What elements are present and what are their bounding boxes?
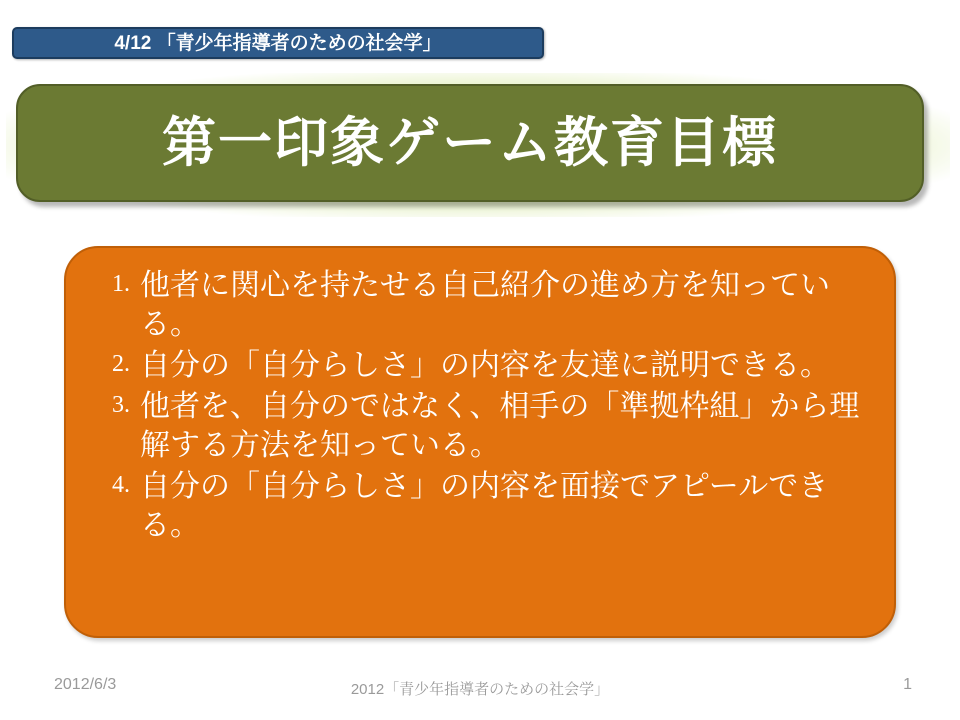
header-ribbon-label: 4/12 「青少年指導者のための社会学」 — [114, 32, 442, 54]
slide-body-box — [64, 246, 896, 638]
list-item: 他者に関心を持たせる自己紹介の進め方を知っている。 — [140, 269, 830, 341]
footer-page-number: 1 — [903, 676, 912, 693]
slide-title-box — [16, 84, 924, 202]
page-title: 第一印象ゲーム教育目標 — [162, 113, 778, 173]
footer-date: 2012/6/3 — [54, 676, 117, 693]
list-item: 他者を、自分のではなく、相手の「準拠枠組」から理解する方法を知っている。 — [140, 390, 860, 462]
list-item: 自分の「自分らしさ」の内容を面接でアピールできる。 — [140, 470, 829, 542]
objectives-list — [84, 266, 868, 545]
header-ribbon — [12, 27, 544, 59]
footer-center-text: 2012「青少年指導者のための社会学」 — [350, 681, 610, 698]
list-item: 自分の「自分らしさ」の内容を友達に説明できる。 — [140, 349, 830, 382]
